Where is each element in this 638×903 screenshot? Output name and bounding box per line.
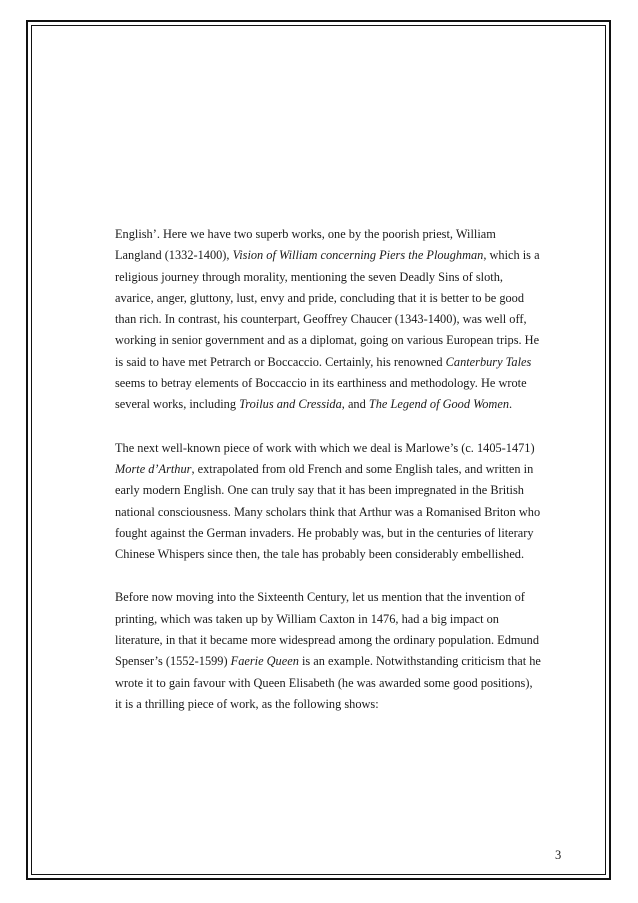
text-line bbox=[115, 330, 570, 351]
text-line bbox=[115, 267, 570, 288]
text-run: working in senior government and as a diplomat, going on various European trips. He bbox=[115, 333, 540, 348]
text-line bbox=[115, 651, 570, 672]
text-line bbox=[115, 352, 570, 373]
body-text bbox=[115, 224, 570, 715]
text-run: wrote it to gain favour with Queen Elisabeth (he was awarded some good positions), bbox=[115, 675, 533, 690]
text-line bbox=[115, 694, 570, 715]
italic-title: The Legend of Good Women bbox=[368, 397, 509, 412]
paragraph bbox=[115, 438, 570, 566]
text-line bbox=[115, 245, 570, 266]
paragraph bbox=[115, 224, 570, 416]
text-run: than rich. In contrast, his counterpart, Geoffrey Chaucer (1343-1400), was well off, bbox=[115, 312, 527, 327]
text-run: Chinese Whispers since then, the tale has probably been considerably embellished. bbox=[115, 547, 525, 562]
text-run: Langland (1332-1400), bbox=[115, 248, 233, 263]
text-run: literature, in that it became more widespread among the ordinary population. Edmund bbox=[115, 633, 540, 648]
text-run: , which is a bbox=[483, 248, 540, 263]
text-line bbox=[115, 459, 570, 480]
text-run: seems to betray elements of Boccaccio in its earthiness and methodology. He wrote bbox=[115, 376, 527, 391]
paragraph bbox=[115, 587, 570, 715]
text-line bbox=[115, 630, 570, 651]
page-number: 3 bbox=[555, 848, 562, 862]
text-line bbox=[115, 673, 570, 694]
text-run: is an example. Notwithstanding criticism that he bbox=[298, 654, 541, 669]
text-line bbox=[115, 288, 570, 309]
text-run: national consciousness. Many scholars think that Arthur was a Romanised Briton who bbox=[115, 504, 541, 519]
text-line bbox=[115, 394, 570, 415]
text-run: , and bbox=[341, 397, 369, 412]
text-line bbox=[115, 502, 570, 523]
italic-title: Morte d’Arthur bbox=[115, 461, 192, 476]
text-run: Before now moving into the Sixteenth Century, let us mention that the invention of bbox=[115, 590, 525, 605]
text-run: printing, which was taken up by William Caxton in 1476, had a big impact on bbox=[115, 611, 499, 626]
text-line bbox=[115, 438, 570, 459]
text-line bbox=[115, 309, 570, 330]
text-run: Spenser’s (1552-1599) bbox=[115, 654, 231, 669]
text-run: fought against the German invaders. He probably was, but in the centuries of literary bbox=[115, 525, 534, 540]
italic-title: Troilus and Cressida bbox=[239, 397, 342, 412]
text-line bbox=[115, 224, 570, 245]
italic-title: Faerie Queen bbox=[230, 654, 299, 669]
text-line bbox=[115, 373, 570, 394]
text-run: English’. Here we have two superb works, one by the poorish priest, William bbox=[115, 227, 496, 241]
text-run: several works, including bbox=[115, 397, 240, 412]
text-run: The next well-known piece of work with which we deal is Marlowe’s (c. 1405-1471) bbox=[115, 440, 535, 455]
text-run: , extrapolated from old French and some English tales, and written in bbox=[191, 461, 534, 476]
text-run: avarice, anger, gluttony, lust, envy and pride, concluding that it is better to be good bbox=[115, 290, 525, 305]
text-run: is said to have met Petrarch or Boccaccio. Certainly, his renowned bbox=[115, 354, 446, 369]
paragraph-gap bbox=[115, 565, 570, 587]
text-line bbox=[115, 544, 570, 565]
text-line bbox=[115, 523, 570, 544]
text-line bbox=[115, 609, 570, 630]
text-line bbox=[115, 480, 570, 501]
paragraph-gap bbox=[115, 416, 570, 438]
italic-title: Vision of William concerning Piers the Ploughman bbox=[232, 248, 484, 263]
italic-title: Canterbury Tales bbox=[445, 354, 532, 369]
text-run: religious journey through morality, mentioning the seven Deadly Sins of sloth, bbox=[115, 269, 503, 284]
text-run: it is a thrilling piece of work, as the following shows: bbox=[115, 696, 379, 711]
text-run: . bbox=[509, 397, 513, 412]
text-run: early modern English. One can truly say that it has been impregnated in the British bbox=[115, 483, 524, 498]
text-line bbox=[115, 587, 570, 608]
